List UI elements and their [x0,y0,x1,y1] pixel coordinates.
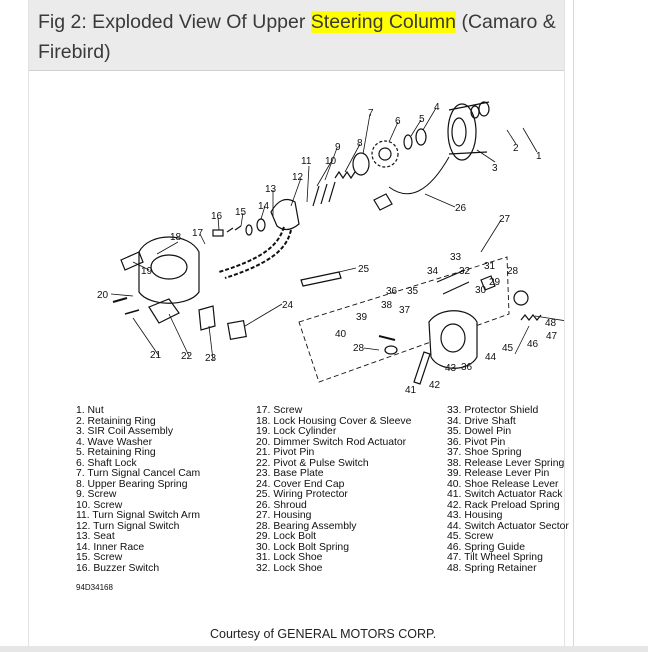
legend-item: 34. Drive Shaft [447,415,516,427]
callout-9: 9 [335,142,341,153]
wiring-protector-part [301,272,341,286]
turn-signal-switch-part [271,200,299,230]
legend-item: 11. Turn Signal Switch Arm [76,510,200,521]
callout-13: 13 [265,184,277,195]
legend-item: 39. Release Lever Pin [447,468,550,479]
callout-38: 38 [381,300,393,311]
callout-20: 20 [97,290,109,301]
callout-11: 11 [301,156,312,167]
caption-prefix: Fig 2: Exploded View Of Upper [38,11,311,33]
callout-29: 29 [489,277,501,288]
legend-item: 23. Base Plate [256,468,324,479]
legend-item: 33. Protector Shield [447,405,539,416]
callout-33: 33 [450,252,462,263]
legend-item: 9. Screw [76,489,117,500]
legend-item: 13. Seat [76,531,115,542]
legend-item: 35. Dowel Pin [447,426,512,437]
legend-column-3 [447,406,569,574]
tilt-wheel-spring-part [521,315,541,320]
caption-bar [29,0,564,71]
callout-34: 34 [427,266,439,277]
callout-26: 26 [455,203,467,214]
legend-item: 32. Lock Shoe [256,562,323,574]
page-divider [573,0,574,652]
callout-28b: 28 [507,266,519,277]
legend-item: 3. SIR Coil Assembly [76,426,174,437]
legend-item: 22. Pivot & Pulse Switch [256,457,369,469]
legend-column-1 [76,406,200,574]
callout-12: 12 [292,172,304,183]
callout-28: 28 [353,343,365,354]
legend-item: 43. Housing [447,510,503,521]
caption-highlight: Steering Column [310,11,457,33]
callout-47: 47 [546,331,558,342]
legend-item: 40. Shoe Release Lever [447,478,559,490]
legend-item: 42. Rack Preload Spring [447,499,560,511]
legend-item: 44. Switch Actuator Sector [447,520,569,532]
legend-item: 19. Lock Cylinder [256,426,337,437]
cancel-cam-part [353,153,369,175]
legend-item: 38. Release Lever Spring [447,457,565,469]
bottom-strip [0,646,648,652]
legend-item: 15. Screw [76,552,123,563]
callout-37: 37 [399,305,411,316]
courtesy-credit: Courtesy of GENERAL MOTORS CORP. [210,627,437,641]
legend-item: 46. Spring Guide [447,541,525,553]
legend-item: 25. Wiring Protector [256,489,348,500]
base-plate-part [199,306,215,330]
callout-10: 10 [325,156,337,167]
callout-36b: 36 [461,362,473,373]
switch-actuator-rack-part [414,352,430,384]
legend-item: 6. Shaft Lock [76,457,137,469]
legend-item: 2. Retaining Ring [76,415,156,427]
callout-3: 3 [492,163,498,174]
legend-item: 48. Spring Retainer [447,562,537,574]
legend-item: 1. Nut [76,405,104,416]
legend-item: 8. Upper Bearing Spring [76,478,188,490]
legend-item: 16. Buzzer Switch [76,562,160,574]
legend-item: 20. Dimmer Switch Rod Actuator [256,436,407,448]
callout-2: 2 [513,143,519,154]
legend-item: 36. Pivot Pin [447,436,506,448]
housing-group-outline [299,257,509,382]
callout-30: 30 [475,285,487,296]
callout-17: 17 [192,228,204,239]
shroud-part [374,194,392,210]
bearing-assembly-part [514,291,528,305]
legend-item: 21. Pivot Pin [256,447,315,458]
legend-item: 37. Shoe Spring [447,447,522,458]
figure-code: 94D34168 [76,583,113,592]
cover-end-cap-part [228,321,247,340]
legend-item: 31. Lock Shoe [256,552,323,563]
callout-44: 44 [485,352,497,363]
legend-item: 10. Screw [76,499,123,511]
legend-item: 45. Screw [447,531,494,542]
legend-item: 27. Housing [256,510,312,521]
callout-1: 1 [536,151,542,162]
callout-35: 35 [407,286,419,297]
callout-42: 42 [429,380,441,391]
callout-4: 4 [434,102,440,113]
legend-item: 28. Bearing Assembly [256,520,357,532]
upper-bearing-spring-part [335,172,355,178]
legend-item: 47. Tilt Wheel Spring [447,552,543,563]
callout-24: 24 [282,300,294,311]
callout-8: 8 [357,138,363,149]
callout-40: 40 [335,329,347,340]
callout-39: 39 [356,312,368,323]
callout-5: 5 [419,114,425,125]
callout-14: 14 [258,201,270,212]
housing-part [429,311,477,369]
wave-washer-part [416,129,426,145]
legend-item: 5. Retaining Ring [76,447,156,458]
legend-item: 14. Inner Race [76,541,145,553]
shaft-lock-part [372,141,398,167]
legend-item: 12. Turn Signal Switch [76,520,180,532]
legend-item: 4. Wave Washer [76,436,153,448]
figure-card [28,0,569,652]
callout-36: 36 [386,286,398,297]
callout-22: 22 [181,351,193,362]
legend-item: 24. Cover End Cap [256,478,345,490]
callout-25: 25 [358,264,370,275]
callout-48: 48 [545,318,557,329]
callout-23: 23 [205,353,217,364]
callout-19: 19 [141,266,153,277]
callout-27: 27 [499,214,511,225]
callout-7: 7 [368,108,374,119]
legend-item: 41. Switch Actuator Rack [447,489,563,500]
callout-15: 15 [235,207,247,218]
legend-item: 7. Turn Signal Cancel Cam [76,468,201,479]
legend-item: 17. Screw [256,405,303,416]
legend-item: 30. Lock Bolt Spring [256,541,349,553]
callout-41: 41 [405,385,417,396]
callout-21: 21 [150,350,162,361]
legend-item: 29. Lock Bolt [256,531,317,542]
callout-32: 32 [459,266,471,277]
callout-46: 46 [527,339,539,350]
caption-suffix: (Camaro & Firebird) [38,11,556,63]
callout-45: 45 [502,343,514,354]
figure-caption [38,7,558,67]
callout-16: 16 [211,211,223,222]
callout-6: 6 [395,116,401,127]
diagram-drawing [29,82,564,402]
callout-18: 18 [170,232,182,243]
callout-43: 43 [445,363,457,374]
legend-item: 26. Shroud [256,499,307,511]
ring-part [404,135,412,149]
callout-31: 31 [484,261,496,272]
legend-column-2 [256,406,411,574]
legend-item: 18. Lock Housing Cover & Sleeve [256,415,412,427]
